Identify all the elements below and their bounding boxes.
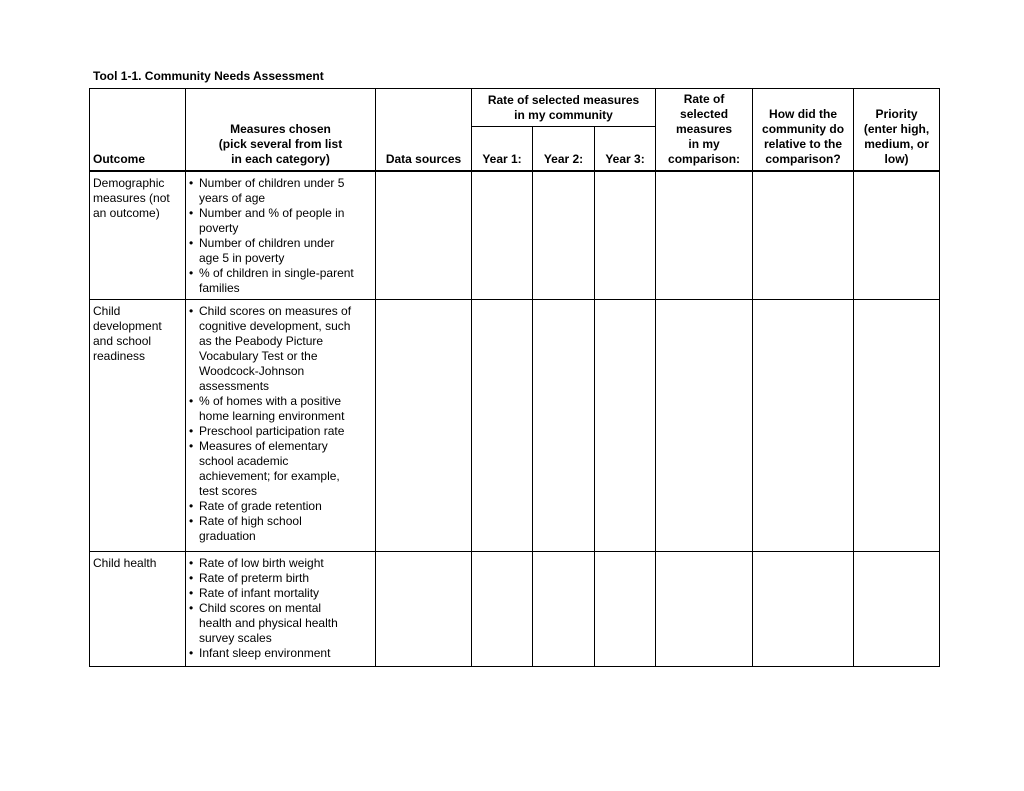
header-year-2: Year 2: (533, 127, 595, 171)
year-2-cell[interactable] (533, 171, 595, 300)
header-rate-group: Rate of selected measures in my community (472, 89, 656, 127)
priority-cell[interactable] (854, 300, 940, 552)
list-item: • % of homes with a positive home learning environment (189, 394, 345, 423)
comparison-rate-cell[interactable] (656, 171, 753, 300)
table-row (90, 300, 940, 552)
list-item: • Rate of high school graduation (189, 514, 302, 543)
header-outcome: Outcome (90, 89, 186, 171)
outcome-cell: Child development and school readiness (90, 300, 186, 552)
list-item: • Child scores on mental health and physical health survey scales (189, 601, 338, 645)
list-item: • Child scores on measures of cognitive development, such as the Peabody Picture Vocabulary Test or the Woodcock-Johnson assessments (189, 304, 352, 393)
priority-cell[interactable] (854, 552, 940, 667)
header-measures-chosen: Measures chosen (pick several from list in each category) (186, 89, 376, 171)
data-sources-cell[interactable] (376, 300, 472, 552)
how-did-cell[interactable] (753, 552, 854, 667)
year-2-cell[interactable] (533, 552, 595, 667)
measures-cell (186, 552, 376, 667)
header-year-1: Year 1: (472, 127, 533, 171)
year-2-cell[interactable] (533, 300, 595, 552)
list-item: • % of children in single-parent families (189, 265, 354, 295)
year-3-cell[interactable] (595, 171, 656, 300)
table-row (90, 171, 940, 300)
list-item: • Rate of infant mortality (189, 586, 320, 600)
year-3-cell[interactable] (595, 300, 656, 552)
list-item: • Measures of elementary school academic achievement; for example, test scores (189, 439, 340, 498)
header-priority: Priority (enter high, medium, or low) (854, 89, 940, 171)
comparison-rate-cell[interactable] (656, 300, 753, 552)
year-3-cell[interactable] (595, 552, 656, 667)
list-item: • Rate of preterm birth (189, 571, 310, 585)
year-1-cell[interactable] (472, 171, 533, 300)
outcome-cell: Child health (90, 552, 186, 667)
how-did-cell[interactable] (753, 300, 854, 552)
outcome-cell: Demographic measures (not an outcome) (90, 171, 186, 300)
comparison-rate-cell[interactable] (656, 552, 753, 667)
needs-assessment-table (89, 88, 940, 667)
list-item: • Rate of grade retention (189, 499, 322, 513)
year-1-cell[interactable] (472, 300, 533, 552)
list-item: • Number of children under age 5 in poverty (189, 235, 335, 265)
data-sources-cell[interactable] (376, 552, 472, 667)
how-did-cell[interactable] (753, 171, 854, 300)
measures-cell (186, 300, 376, 552)
list-item: • Number of children under 5 years of age (189, 175, 345, 205)
year-1-cell[interactable] (472, 552, 533, 667)
table-row (90, 552, 940, 667)
header-year-3: Year 3: (595, 127, 656, 171)
list-item: • Rate of low birth weight (189, 556, 324, 570)
data-sources-cell[interactable] (376, 171, 472, 300)
priority-cell[interactable] (854, 171, 940, 300)
measures-cell (186, 171, 376, 300)
header-how-did-community-do: How did the community do relative to the comparison? (753, 89, 854, 171)
list-item: • Preschool participation rate (189, 424, 345, 438)
list-item: • Number and % of people in poverty (189, 205, 345, 235)
header-data-sources: Data sources (376, 89, 472, 171)
header-comparison-rate: Rate of selected measures in my comparison: (656, 89, 753, 171)
list-item: • Infant sleep environment (189, 646, 331, 660)
document-title: Tool 1-1. Community Needs Assessment (93, 69, 324, 83)
